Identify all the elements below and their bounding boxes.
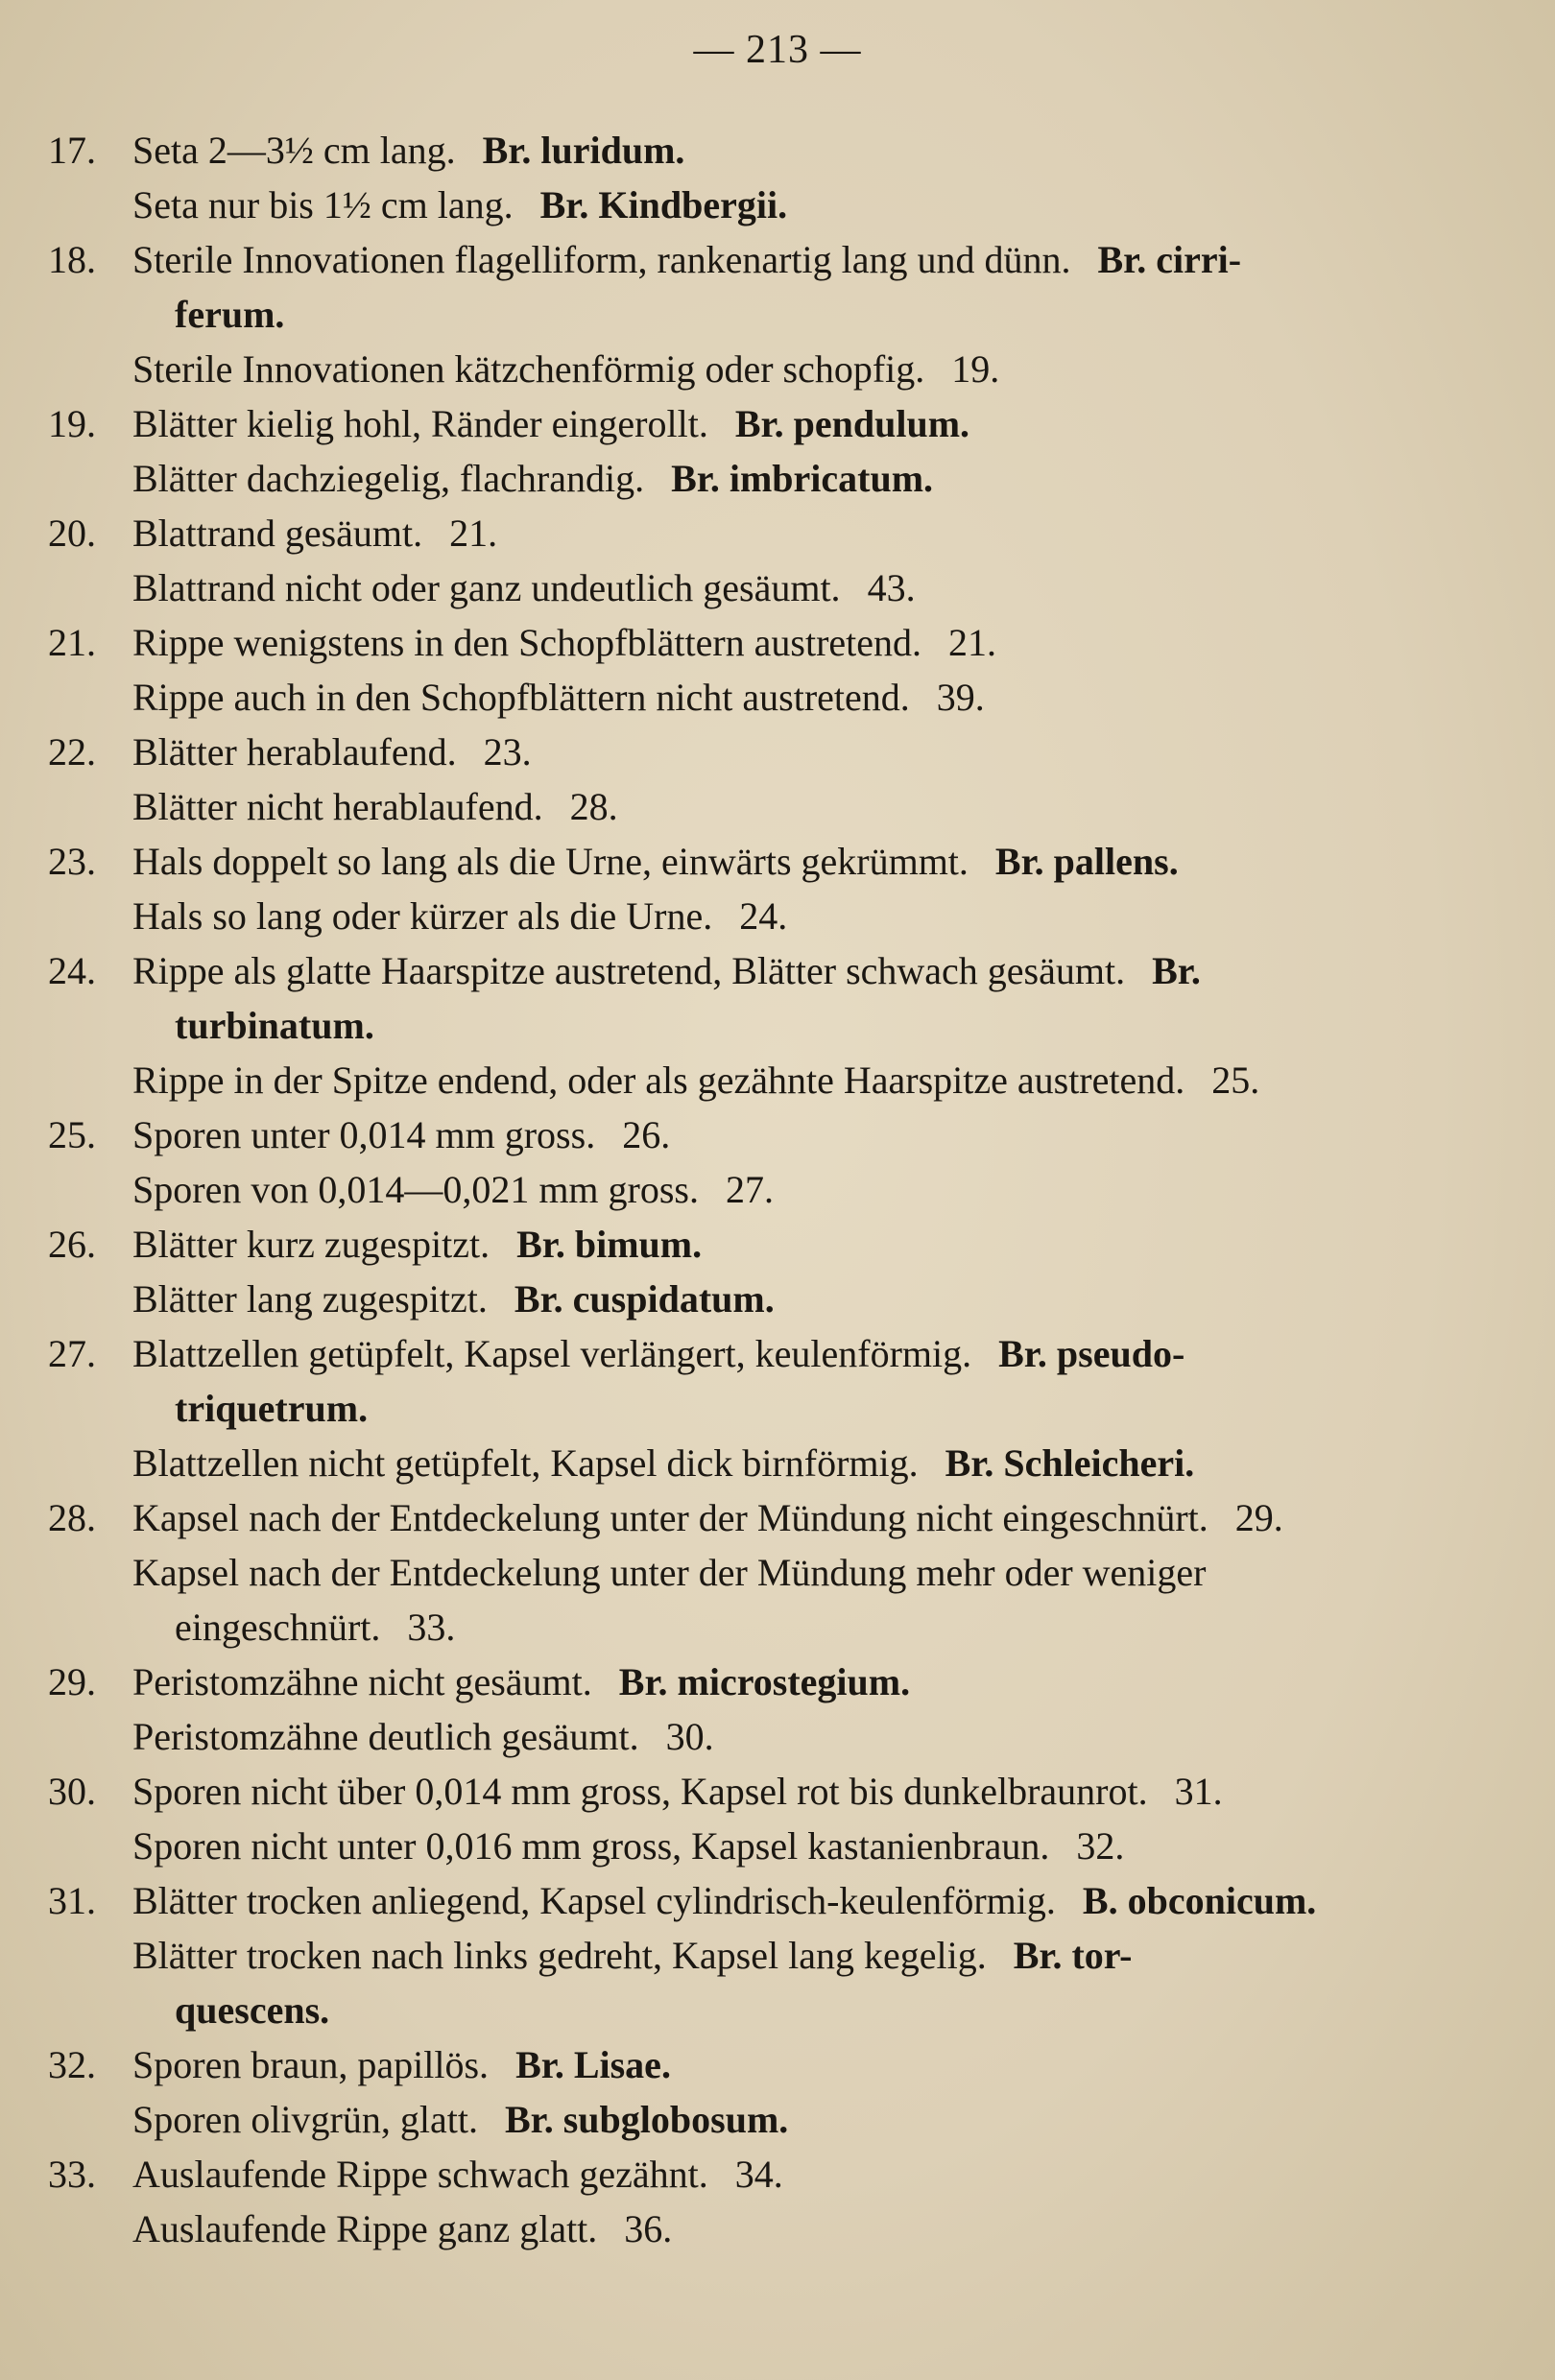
line-text: Rippe wenigstens in den Schopfblättern austretend.: [132, 621, 922, 664]
couplet-lead-b: [48, 1819, 1488, 1873]
key-couplet: [48, 1873, 1488, 2037]
couplet-reference: 30.: [665, 1715, 714, 1758]
couplet-reference: 27.: [726, 1168, 774, 1211]
couplet-reference: 29.: [1234, 1496, 1283, 1539]
key-couplet: [48, 396, 1488, 506]
taxon-name: triquetrum.: [175, 1387, 369, 1430]
couplet-number: 26.: [48, 1223, 96, 1266]
key-couplet: [48, 232, 1488, 396]
key-couplet: [48, 1217, 1488, 1326]
line-text: Peristomzähne deutlich gesäumt.: [132, 1715, 639, 1758]
taxon-name: Br. pendulum.: [734, 402, 970, 445]
line-text: Peristomzähne nicht gesäumt.: [132, 1660, 592, 1703]
line-text: Blattrand nicht oder ganz undeutlich gesäumt.: [132, 566, 841, 609]
couplet-number: 24.: [48, 949, 96, 992]
line-text: Hals so lang oder kürzer als die Urne.: [132, 894, 713, 938]
couplet-lead-b: [48, 2092, 1488, 2147]
couplet-lead-b: [48, 1053, 1488, 1107]
line-text: Blattrand gesäumt.: [132, 512, 423, 555]
taxon-name: Br. Schleicheri.: [945, 1441, 1195, 1485]
line-text: Blattzellen nicht getüpfelt, Kapsel dick birnförmig.: [132, 1441, 919, 1485]
couplet-number: 28.: [48, 1496, 96, 1539]
couplet-lead-b: [48, 1928, 1488, 1983]
couplet-lead-b: [48, 1545, 1488, 1600]
lead-b-continuation: [48, 1600, 1488, 1654]
taxon-name: turbinatum.: [175, 1004, 374, 1047]
couplet-reference: 32.: [1076, 1824, 1125, 1868]
couplet-number: 27.: [48, 1332, 96, 1375]
couplet-lead-b: [48, 889, 1488, 943]
key-couplet: [48, 1107, 1488, 1217]
couplet-number: 32.: [48, 2043, 96, 2086]
key-couplet: [48, 2147, 1488, 2256]
key-couplet: [48, 1490, 1488, 1654]
taxon-name: Br. tor-: [1013, 1934, 1133, 1977]
couplet-lead-a: [48, 1873, 1488, 1928]
line-text: Blätter nicht herablaufend.: [132, 785, 543, 828]
line-text: Kapsel nach der Entdeckelung unter der Mündung nicht eingeschnürt.: [132, 1496, 1208, 1539]
couplet-lead-b: [48, 670, 1488, 725]
taxon-name: Br. bimum.: [516, 1223, 703, 1266]
key-couplet: [48, 2037, 1488, 2147]
line-text: Sporen nicht unter 0,016 mm gross, Kapsel kastanienbraun.: [132, 1824, 1050, 1868]
key-entries: [48, 123, 1488, 2256]
line-text: Blattzellen getüpfelt, Kapsel verlängert, keulenförmig.: [132, 1332, 972, 1375]
line-text: Blätter trocken nach links gedreht, Kapsel lang kegelig.: [132, 1934, 987, 1977]
page-number: — 213 —: [693, 28, 862, 72]
taxon-name: Br. Lisae.: [515, 2043, 671, 2086]
line-text: Sterile Innovationen kätzchenförmig oder schopfig.: [132, 347, 925, 391]
couplet-lead-b: [48, 1272, 1488, 1326]
couplet-number: 20.: [48, 512, 96, 555]
line-text: eingeschnürt.: [175, 1606, 381, 1649]
taxon-name: B. obconicum.: [1082, 1879, 1317, 1922]
line-text: Blätter lang zugespitzt.: [132, 1277, 488, 1321]
lead-b-continuation: [48, 1983, 1488, 2037]
line-text: Seta 2—3½ cm lang.: [132, 129, 456, 172]
couplet-reference: 28.: [569, 785, 618, 828]
key-couplet: [48, 725, 1488, 834]
couplet-reference: 36.: [624, 2207, 673, 2250]
line-text: Blätter dachziegelig, flachrandig.: [132, 457, 645, 500]
line-text: Blätter trocken anliegend, Kapsel cylindrisch-keulenförmig.: [132, 1879, 1056, 1922]
couplet-number: 29.: [48, 1660, 96, 1703]
line-text: Sterile Innovationen flagelliform, rankenartig lang und dünn.: [132, 238, 1071, 281]
couplet-number: 25.: [48, 1113, 96, 1156]
key-couplet: [48, 506, 1488, 615]
couplet-reference: 25.: [1211, 1059, 1260, 1102]
taxon-name: Br. Kindbergii.: [539, 183, 788, 226]
key-couplet: [48, 123, 1488, 232]
couplet-lead-a: [48, 1764, 1488, 1819]
couplet-number: 31.: [48, 1879, 96, 1922]
couplet-number: 19.: [48, 402, 96, 445]
line-text: Blätter kurz zugespitzt.: [132, 1223, 490, 1266]
couplet-lead-a: [48, 1217, 1488, 1272]
couplet-number: 33.: [48, 2153, 96, 2196]
couplet-lead-a: [48, 123, 1488, 178]
couplet-lead-a: [48, 943, 1488, 998]
couplet-reference: 34.: [734, 2153, 783, 2196]
couplet-reference: 21.: [449, 512, 498, 555]
couplet-reference: 21.: [948, 621, 997, 664]
key-couplet: [48, 1654, 1488, 1764]
couplet-number: 30.: [48, 1770, 96, 1813]
couplet-reference: 33.: [407, 1606, 456, 1649]
taxon-name: Br. microstegium.: [618, 1660, 911, 1703]
line-text: Auslaufende Rippe schwach gezähnt.: [132, 2153, 708, 2196]
line-text: Hals doppelt so lang als die Urne, einwärts gekrümmt.: [132, 840, 969, 883]
couplet-lead-a: [48, 2037, 1488, 2092]
couplet-number: 18.: [48, 238, 96, 281]
line-text: Blätter kielig hohl, Ränder eingerollt.: [132, 402, 708, 445]
taxon-name: Br.: [1152, 949, 1201, 992]
couplet-lead-a: [48, 725, 1488, 779]
lead-a-continuation: [48, 1381, 1488, 1436]
couplet-lead-b: [48, 1162, 1488, 1217]
couplet-number: 21.: [48, 621, 96, 664]
couplet-lead-a: [48, 1654, 1488, 1709]
couplet-number: 17.: [48, 129, 96, 172]
couplet-lead-b: [48, 451, 1488, 506]
line-text: Seta nur bis 1½ cm lang.: [132, 183, 514, 226]
couplet-lead-b: [48, 560, 1488, 615]
line-text: Sporen unter 0,014 mm gross.: [132, 1113, 596, 1156]
couplet-lead-b: [48, 342, 1488, 396]
key-couplet: [48, 834, 1488, 943]
line-text: Kapsel nach der Entdeckelung unter der Mündung mehr oder weniger: [132, 1551, 1207, 1594]
couplet-lead-b: [48, 1709, 1488, 1764]
line-text: Rippe auch in den Schopfblättern nicht austretend.: [132, 676, 910, 719]
taxon-name: Br. luridum.: [482, 129, 685, 172]
couplet-lead-a: [48, 1107, 1488, 1162]
taxon-name: Br. imbricatum.: [671, 457, 934, 500]
couplet-lead-b: [48, 2202, 1488, 2256]
couplet-reference: 19.: [951, 347, 1000, 391]
lead-a-continuation: [48, 287, 1488, 342]
line-text: Rippe als glatte Haarspitze austretend, Blätter schwach gesäumt.: [132, 949, 1126, 992]
line-text: Sporen nicht über 0,014 mm gross, Kapsel rot bis dunkelbraunrot.: [132, 1770, 1148, 1813]
couplet-lead-a: [48, 232, 1488, 287]
couplet-reference: 43.: [867, 566, 916, 609]
key-couplet: [48, 1326, 1488, 1490]
taxon-name: Br. pallens.: [994, 840, 1179, 883]
couplet-reference: 26.: [622, 1113, 671, 1156]
taxon-name: Br. pseudo-: [998, 1332, 1185, 1375]
couplet-reference: 24.: [739, 894, 788, 938]
couplet-reference: 39.: [936, 676, 985, 719]
couplet-lead-a: [48, 1490, 1488, 1545]
line-text: Rippe in der Spitze endend, oder als gezähnte Haarspitze austretend.: [132, 1059, 1185, 1102]
couplet-number: 23.: [48, 840, 96, 883]
couplet-reference: 31.: [1174, 1770, 1223, 1813]
line-text: Sporen olivgrün, glatt.: [132, 2098, 478, 2141]
couplet-lead-b: [48, 779, 1488, 834]
couplet-lead-a: [48, 1326, 1488, 1381]
key-couplet: [48, 615, 1488, 725]
line-text: Sporen von 0,014—0,021 mm gross.: [132, 1168, 699, 1211]
key-couplet: [48, 943, 1488, 1107]
couplet-lead-b: [48, 178, 1488, 232]
taxon-name: Br. cirri-: [1097, 238, 1242, 281]
couplet-reference: 23.: [483, 730, 532, 774]
couplet-lead-a: [48, 834, 1488, 889]
couplet-lead-a: [48, 396, 1488, 451]
couplet-lead-b: [48, 1436, 1488, 1490]
key-couplet: [48, 1764, 1488, 1873]
line-text: Auslaufende Rippe ganz glatt.: [132, 2207, 598, 2250]
taxon-name: ferum.: [175, 293, 285, 336]
taxon-name: Br. subglobosum.: [504, 2098, 789, 2141]
taxon-name: quescens.: [175, 1988, 330, 2032]
couplet-number: 22.: [48, 730, 96, 774]
line-text: Blätter herablaufend.: [132, 730, 457, 774]
couplet-lead-a: [48, 2147, 1488, 2202]
couplet-lead-a: [48, 615, 1488, 670]
taxon-name: Br. cuspidatum.: [514, 1277, 775, 1321]
couplet-lead-a: [48, 506, 1488, 560]
line-text: Sporen braun, papillös.: [132, 2043, 490, 2086]
lead-a-continuation: [48, 998, 1488, 1053]
